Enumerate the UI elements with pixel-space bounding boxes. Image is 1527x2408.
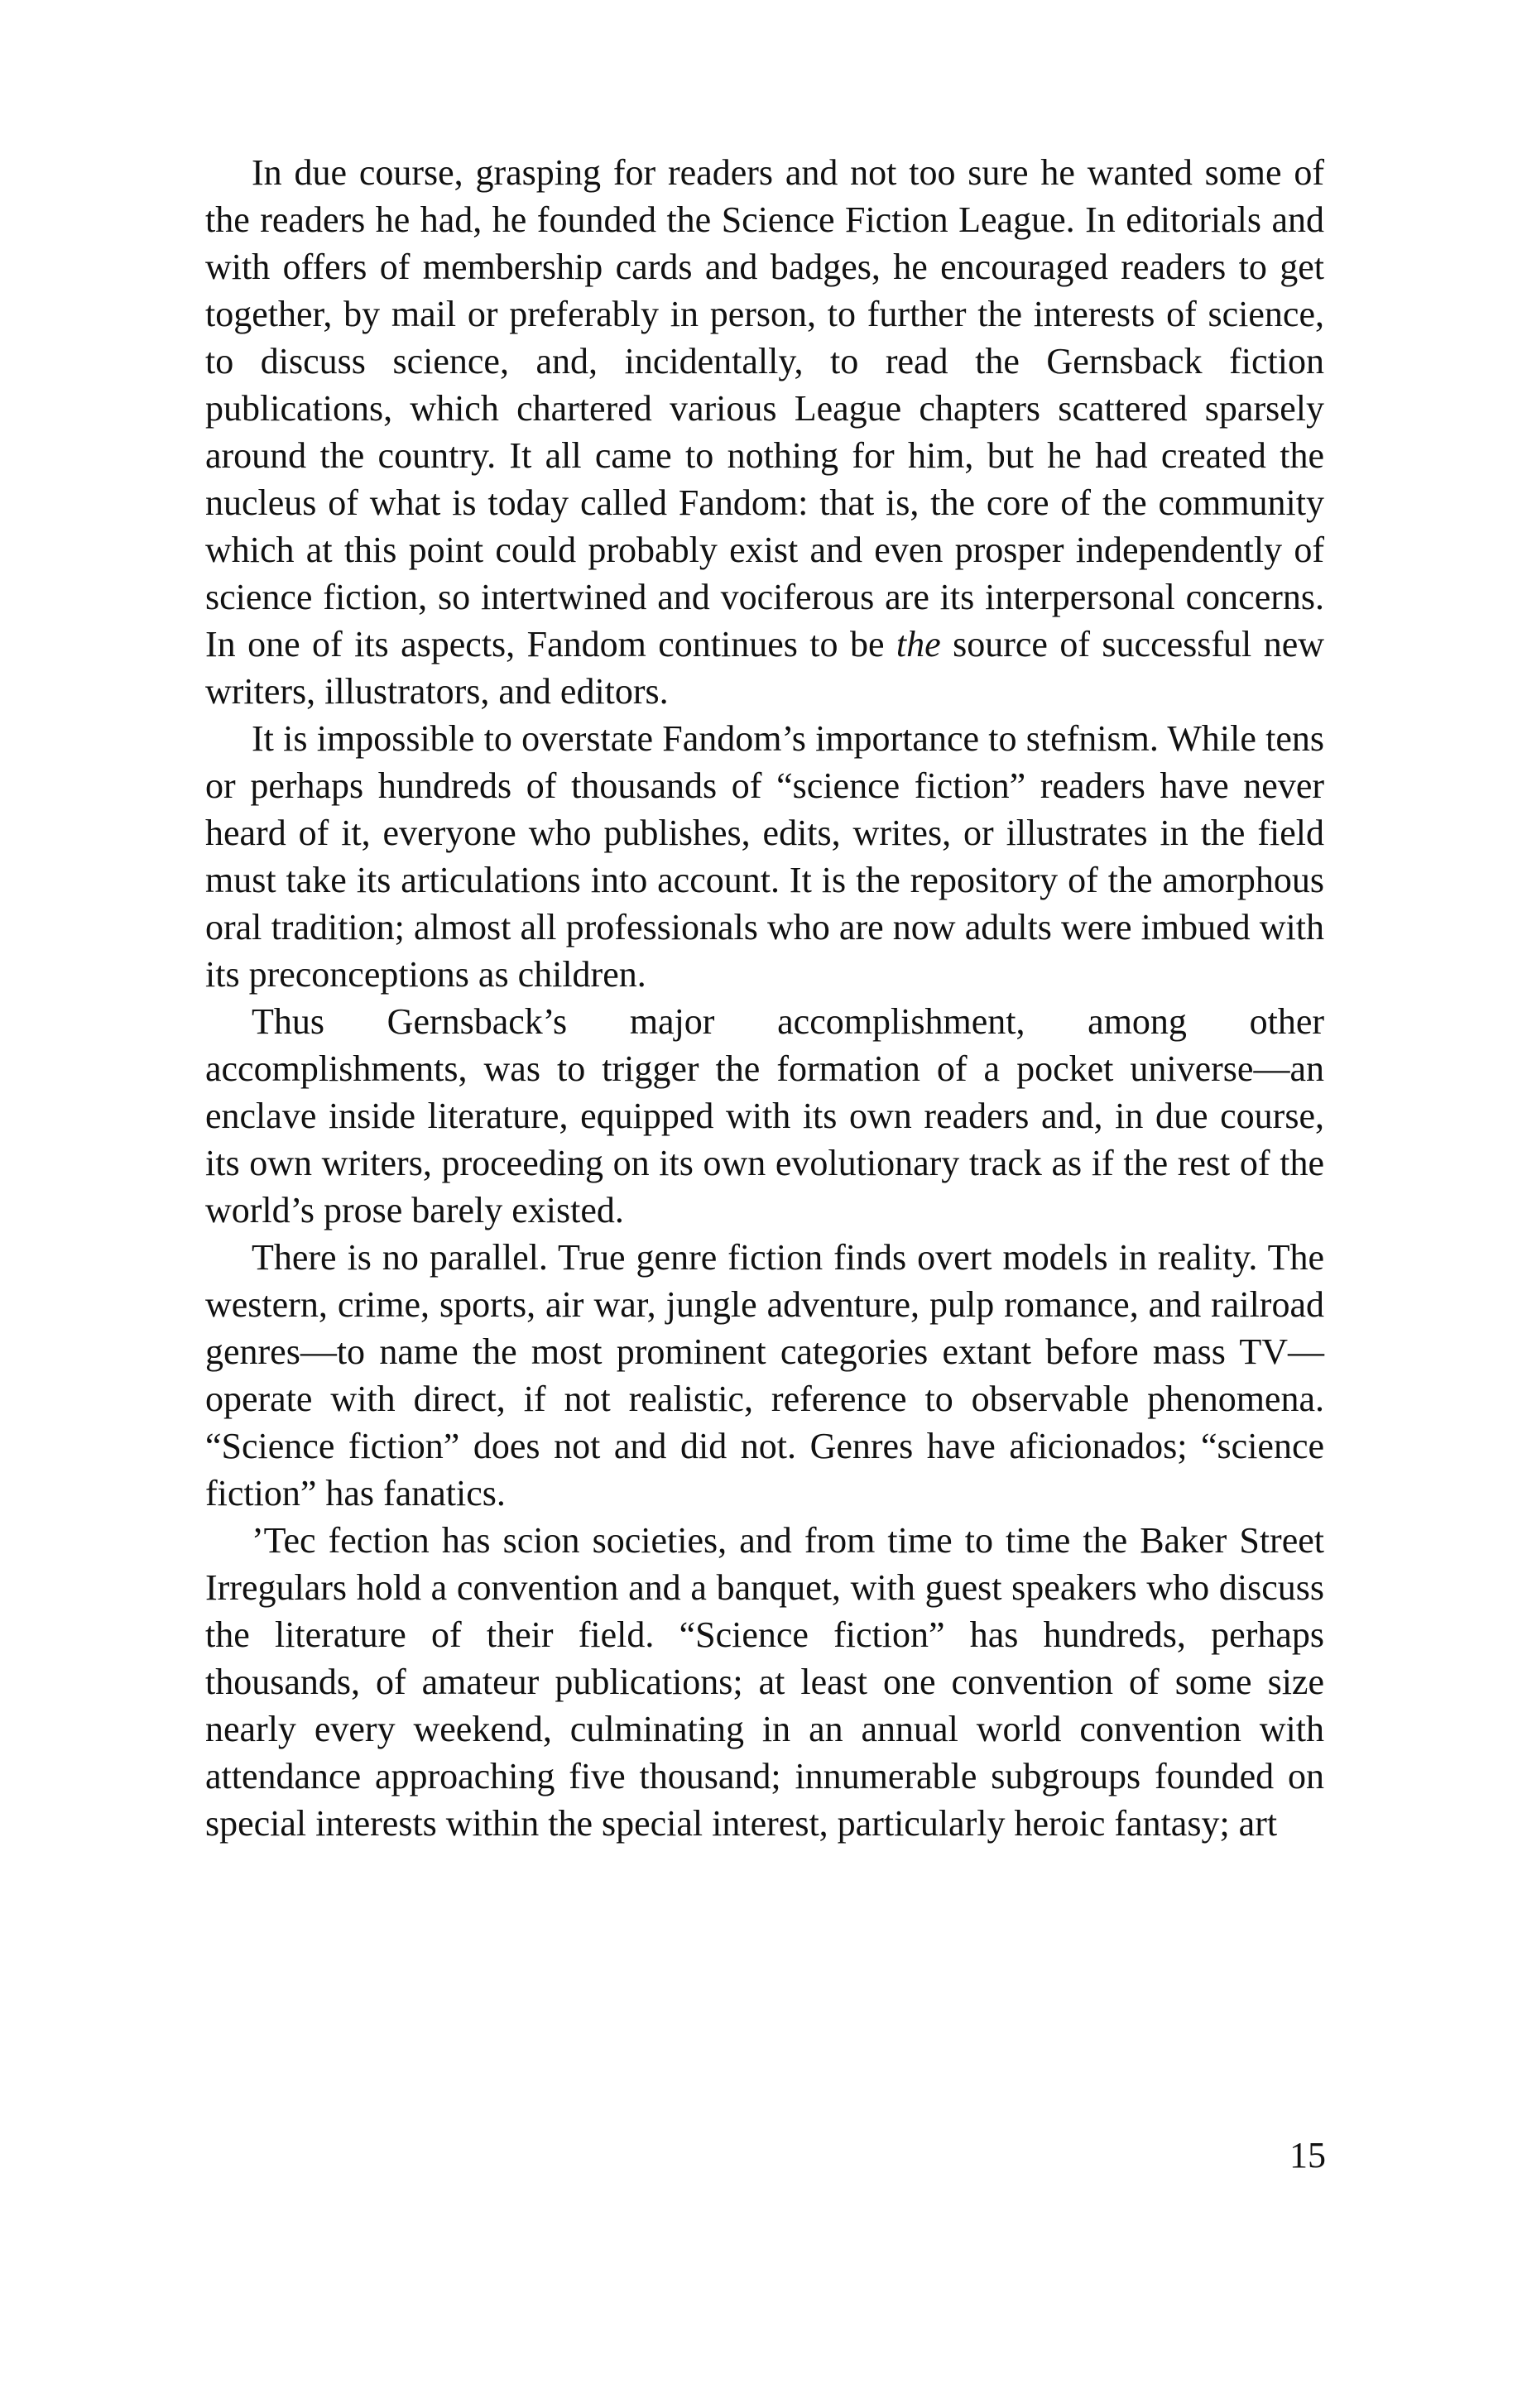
paragraph-1-text: In due course, grasping for readers and not too sure he wanted some of the readers he had, he founded the Science Fiction League. In editorials and with offers of membership cards and badges, he encouraged readers to get together, by mail or preferably in person, to further the interests of science, to discuss science, and, incidentally, to read the Gernsback fiction publications, which chartered various League chapters scattered sparsely around the country. It all came to nothing for him, but he had created the nucleus of what is today called Fandom: that is, the core of the community which at this point could probably exist and even prosper independently of science fiction, so intertwined and vociferous are its interpersonal concerns. In one of its aspects, Fandom continues to be	[205, 152, 1324, 664]
emphasis-word: the	[896, 624, 941, 664]
paragraph-1-text-end: source of successful new writers, illustrators, and editors.	[205, 624, 1324, 712]
paragraph-3: Thus Gernsback’s major accomplishment, among other accomplishments, was to trigger the formation of a pocket universe—an enclave inside literature, equipped with its own readers and, in due course, its own writers, proceeding on its own evolutionary track as if the rest of the world’s prose barely existed.	[205, 1001, 1324, 1230]
paragraph-5: ’Tec fection has scion societies, and from time to time the Baker Street Irregulars hold a convention and a banquet, with guest speakers who discuss the literature of their field. “Science fiction” has hundreds, perhaps thousands, of amateur publications; at least one convention of some size nearly every weekend, culminating in an annual world convention with attendance approaching five thousand; innumerable subgroups founded on special interests within the special interest, particularly heroic fantasy; art	[205, 1520, 1324, 1844]
paragraph-4: There is no parallel. True genre fiction finds overt models in reality. The western, crime, sports, air war, jungle adventure, pulp romance, and railroad genres—to name the most prominent categories extant before mass TV—operate with direct, if not realistic, reference to observable phenomena. “Science fiction” does not and did not. Genres have aficionados; “science fiction” has fanatics.	[205, 1237, 1324, 1513]
paragraph-2: It is impossible to overstate Fandom’s importance to stefnism. While tens or perhaps hundreds of thousands of “science fiction” readers have never heard of it, everyone who publishes, edits, writes, or illustrates in the field must take its articulations into account. It is the repository of the amorphous oral tradition; almost all professionals who are now adults were imbued with its preconceptions as children.	[205, 718, 1324, 995]
body-text	[205, 149, 1324, 1847]
page-number: 15	[1289, 2135, 1326, 2175]
paragraph-1	[205, 149, 1324, 715]
